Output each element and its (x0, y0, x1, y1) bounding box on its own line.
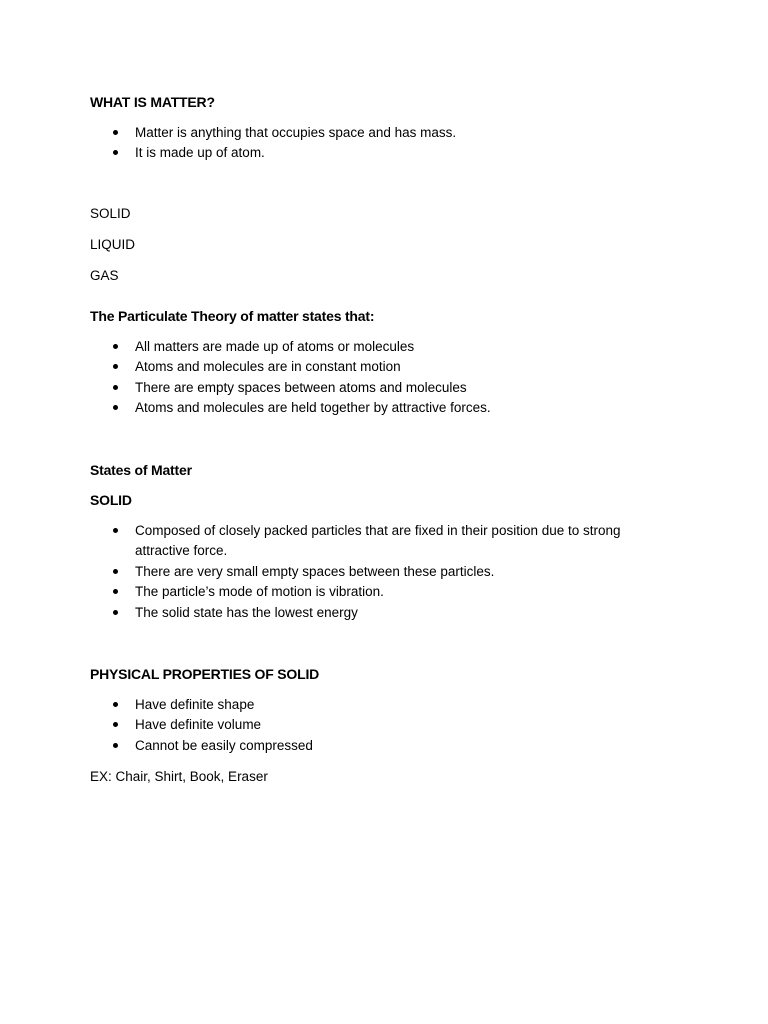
list-item: Cannot be easily compressed (90, 736, 670, 757)
list-item: Atoms and molecules are in constant motion (90, 357, 670, 378)
document-page (90, 92, 670, 787)
list-item: There are very small empty spaces between these particles. (90, 562, 650, 583)
list-what-is-matter (90, 123, 670, 164)
heading-particulate-theory: The Particulate Theory of matter states that: (90, 308, 375, 324)
list-item: It is made up of atom. (90, 143, 670, 164)
list-solid (90, 521, 670, 624)
state-solid: SOLID (90, 205, 131, 221)
list-item: The solid state has the lowest energy (90, 603, 650, 624)
list-physical-properties (90, 695, 670, 757)
heading-states-of-matter: States of Matter (90, 461, 192, 478)
subheading-solid: SOLID (90, 492, 132, 508)
list-item: Atoms and molecules are held together by attractive forces. (90, 398, 670, 419)
list-item: Have definite shape (90, 695, 670, 716)
list-item: The particle’s mode of motion is vibration. (90, 582, 650, 603)
state-liquid: LIQUID (90, 236, 136, 252)
list-item: Have definite volume (90, 715, 670, 736)
list-item: Composed of closely packed particles that are fixed in their position due to strong attractive force. (90, 521, 650, 562)
list-item: Matter is anything that occupies space and has mass. (90, 123, 670, 144)
heading-physical-properties: PHYSICAL PROPERTIES OF SOLID (90, 666, 320, 682)
example-text: EX: Chair, Shirt, Book, Eraser (90, 768, 268, 784)
list-item: There are empty spaces between atoms and molecules (90, 378, 670, 399)
heading-what-is-matter: WHAT IS MATTER? (90, 94, 215, 110)
state-gas: GAS (90, 267, 119, 283)
list-particulate-theory (90, 337, 670, 419)
list-item: All matters are made up of atoms or molecules (90, 337, 670, 358)
